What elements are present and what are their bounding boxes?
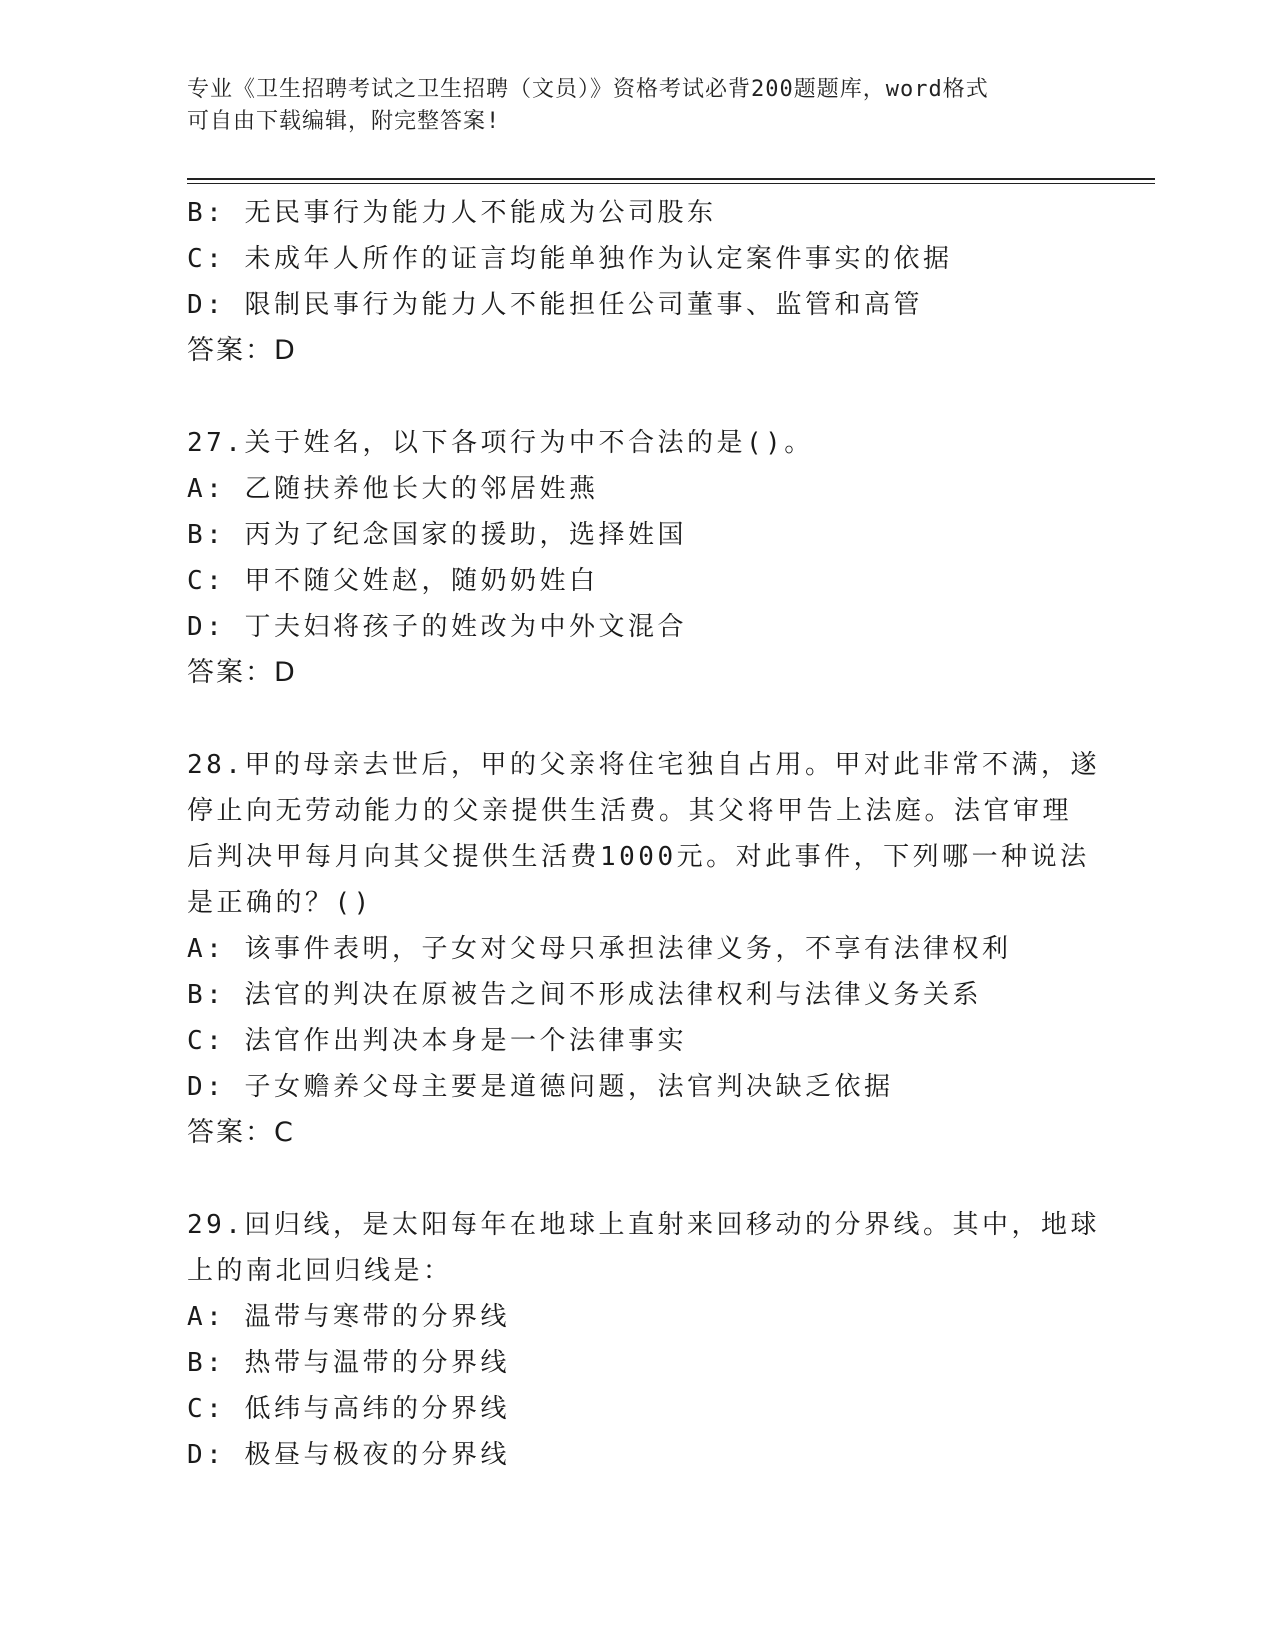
option-d: D: 丁夫妇将孩子的姓改为中外文混合 <box>187 612 687 642</box>
answer: 答案：D <box>187 657 297 688</box>
spacer <box>187 1156 1087 1202</box>
option-d: D: 子女赡养父母主要是道德问题，法官判决缺乏依据 <box>187 1072 894 1102</box>
question-text-line-1: 29.回归线，是太阳每年在地球上直射来回移动的分界线。其中，地球 <box>187 1210 1100 1240</box>
question-list <box>187 190 1100 1478</box>
option-a: A: 该事件表明，子女对父母只承担法律义务，不享有法律权利 <box>187 934 1012 964</box>
question-26-fragment <box>187 190 1087 374</box>
question-29 <box>187 1202 1100 1478</box>
option-b: B: 法官的判决在原被告之间不形成法律权利与法律义务关系 <box>187 980 982 1010</box>
header-title-line-2: 可自由下载编辑，附完整答案! <box>187 109 501 134</box>
question-text: 27.关于姓名，以下各项行为中不合法的是()。 <box>187 428 814 458</box>
option-a: A: 乙随扶养他长大的邻居姓燕 <box>187 474 599 504</box>
page-header <box>187 74 1067 138</box>
option-c: C: 未成年人所作的证言均能单独作为认定案件事实的依据 <box>187 244 953 274</box>
spacer <box>187 696 1087 742</box>
option-c: C: 低纬与高纬的分界线 <box>187 1394 510 1424</box>
option-b: B: 无民事行为能力人不能成为公司股东 <box>187 198 717 228</box>
question-text-line-1: 28.甲的母亲去世后，甲的父亲将住宅独自占用。甲对此非常不满，遂 <box>187 750 1100 780</box>
answer: 答案：D <box>187 335 297 366</box>
header-divider-thin <box>187 183 1155 184</box>
spacer <box>187 374 1087 420</box>
option-d: D: 极昼与极夜的分界线 <box>187 1440 510 1470</box>
option-c: C: 甲不随父姓赵，随奶奶姓白 <box>187 566 599 596</box>
question-text-line-3: 后判决甲每月向其父提供生活费1000元。对此事件，下列哪一种说法 <box>187 842 1090 872</box>
question-text-line-4: 是正确的？() <box>187 888 373 918</box>
question-28 <box>187 742 1100 1156</box>
question-27 <box>187 420 1087 696</box>
option-b: B: 丙为了纪念国家的援助，选择姓国 <box>187 520 687 550</box>
header-title-line-1: 专业《卫生招聘考试之卫生招聘（文员）》资格考试必背200题题库，word格式 <box>187 77 989 102</box>
answer: 答案：C <box>187 1117 295 1148</box>
question-text-line-2: 停止向无劳动能力的父亲提供生活费。其父将甲告上法庭。法官审理 <box>187 796 1073 826</box>
option-b: B: 热带与温带的分界线 <box>187 1348 510 1378</box>
question-text-line-2: 上的南北回归线是： <box>187 1256 453 1286</box>
option-d: D: 限制民事行为能力人不能担任公司董事、监管和高管 <box>187 290 923 320</box>
option-a: A: 温带与寒带的分界线 <box>187 1302 510 1332</box>
option-c: C: 法官作出判决本身是一个法律事实 <box>187 1026 687 1056</box>
header-divider-thick <box>187 178 1155 180</box>
